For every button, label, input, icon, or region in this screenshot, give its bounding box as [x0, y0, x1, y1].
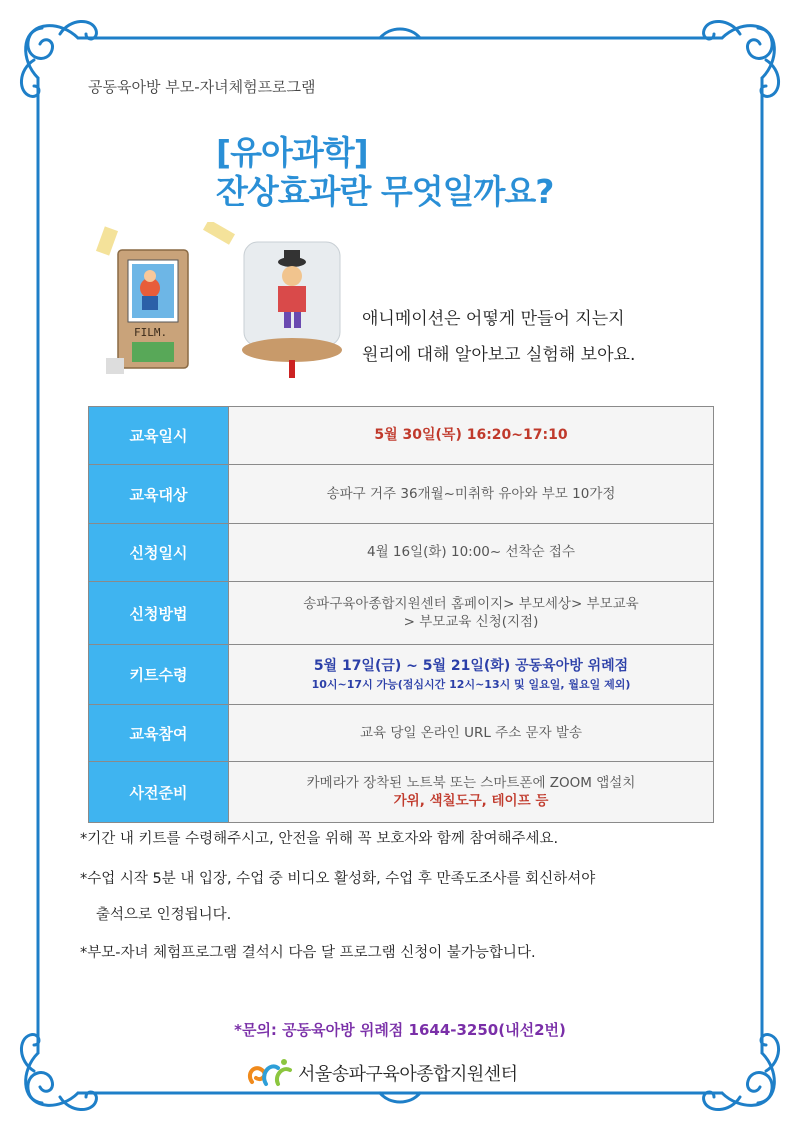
info-row-target: [89, 465, 714, 524]
apply-method-label: 신청방법: [89, 582, 229, 645]
note-3: 출석으로 인정됩니다.: [96, 907, 232, 923]
intro-text: [362, 302, 635, 373]
center-logo-icon: [244, 1056, 294, 1090]
apply-method-line-1: 송파구육아종합지원센터 홈페이지> 부모세상> 부모교육: [303, 595, 639, 612]
participate-value: 교육 당일 온라인 URL 주소 문자 발송: [229, 705, 714, 762]
intro-line-1: 애니메이션은 어떻게 만들어 지는지: [362, 309, 625, 329]
illustration: [92, 222, 352, 382]
info-row-prep: [89, 762, 714, 823]
target-label: 교육대상: [89, 465, 229, 524]
info-table: [88, 406, 714, 823]
info-row-kit: [89, 645, 714, 705]
kit-label: 키트수령: [89, 645, 229, 705]
kit-value: [229, 645, 714, 705]
tape-right: [203, 222, 235, 245]
apply-method-value: [229, 582, 714, 645]
schedule-value: 5월 30일(목) 16:20~17:10: [229, 407, 714, 465]
center-name: 서울송파구육아종합지원센터: [298, 1064, 518, 1085]
note-1: *기간 내 키트를 수령해주시고, 안전을 위해 꼭 보호자와 함께 참여해주세요.: [80, 831, 559, 847]
prep-line-2: 가위, 색칠도구, 테이프 등: [393, 793, 549, 809]
info-row-schedule: [89, 407, 714, 465]
kit-line-2: 10시~17시 가능(점심시간 12시~13시 및 일요일, 월요일 제외): [311, 677, 631, 691]
contact-info: *문의: 공동육아방 위례점 1644-3250(내선2번): [234, 1021, 566, 1039]
participate-label: 교육참여: [89, 705, 229, 762]
center-logo: [244, 1056, 518, 1090]
prep-line-1: 카메라가 장착된 노트북 또는 스마트폰에 ZOOM 앱설치: [306, 774, 636, 791]
program-subtitle: 공동육아방 부모-자녀체험프로그램: [88, 78, 316, 96]
kit-line-1: 5월 17일(금) ~ 5월 21일(화) 공동육아방 위례점: [313, 657, 629, 674]
note-4: *부모-자녀 체험프로그램 결석시 다음 달 프로그램 신청이 불가능합니다.: [80, 945, 536, 961]
title-line-1: [유아과학]: [216, 133, 368, 172]
title-line-2: 잔상효과란 무엇일까요?: [216, 171, 554, 211]
note-2: *수업 시작 5분 내 입장, 수업 중 비디오 활성화, 수업 후 만족도조사를 회신하셔야: [80, 871, 596, 887]
film-label: FILM.: [134, 326, 168, 339]
target-value: 송파구 거주 36개월~미취학 유아와 부모 10가정: [229, 465, 714, 524]
schedule-label: 교육일시: [89, 407, 229, 465]
tape-left: [96, 226, 118, 255]
apply-date-value: 4월 16일(화) 10:00~ 선착순 접수: [229, 524, 714, 582]
intro-line-2: 원리에 대해 알아보고 실험해 보아요.: [362, 344, 636, 365]
prep-label: 사전준비: [89, 762, 229, 823]
apply-date-label: 신청일시: [89, 524, 229, 582]
page-title: [216, 134, 553, 212]
info-row-apply-date: [89, 524, 714, 582]
info-row-participate: [89, 705, 714, 762]
prep-value: [229, 762, 714, 823]
apply-method-line-2: > 부모교육 신청(지점): [403, 614, 539, 630]
info-row-apply-method: [89, 582, 714, 645]
